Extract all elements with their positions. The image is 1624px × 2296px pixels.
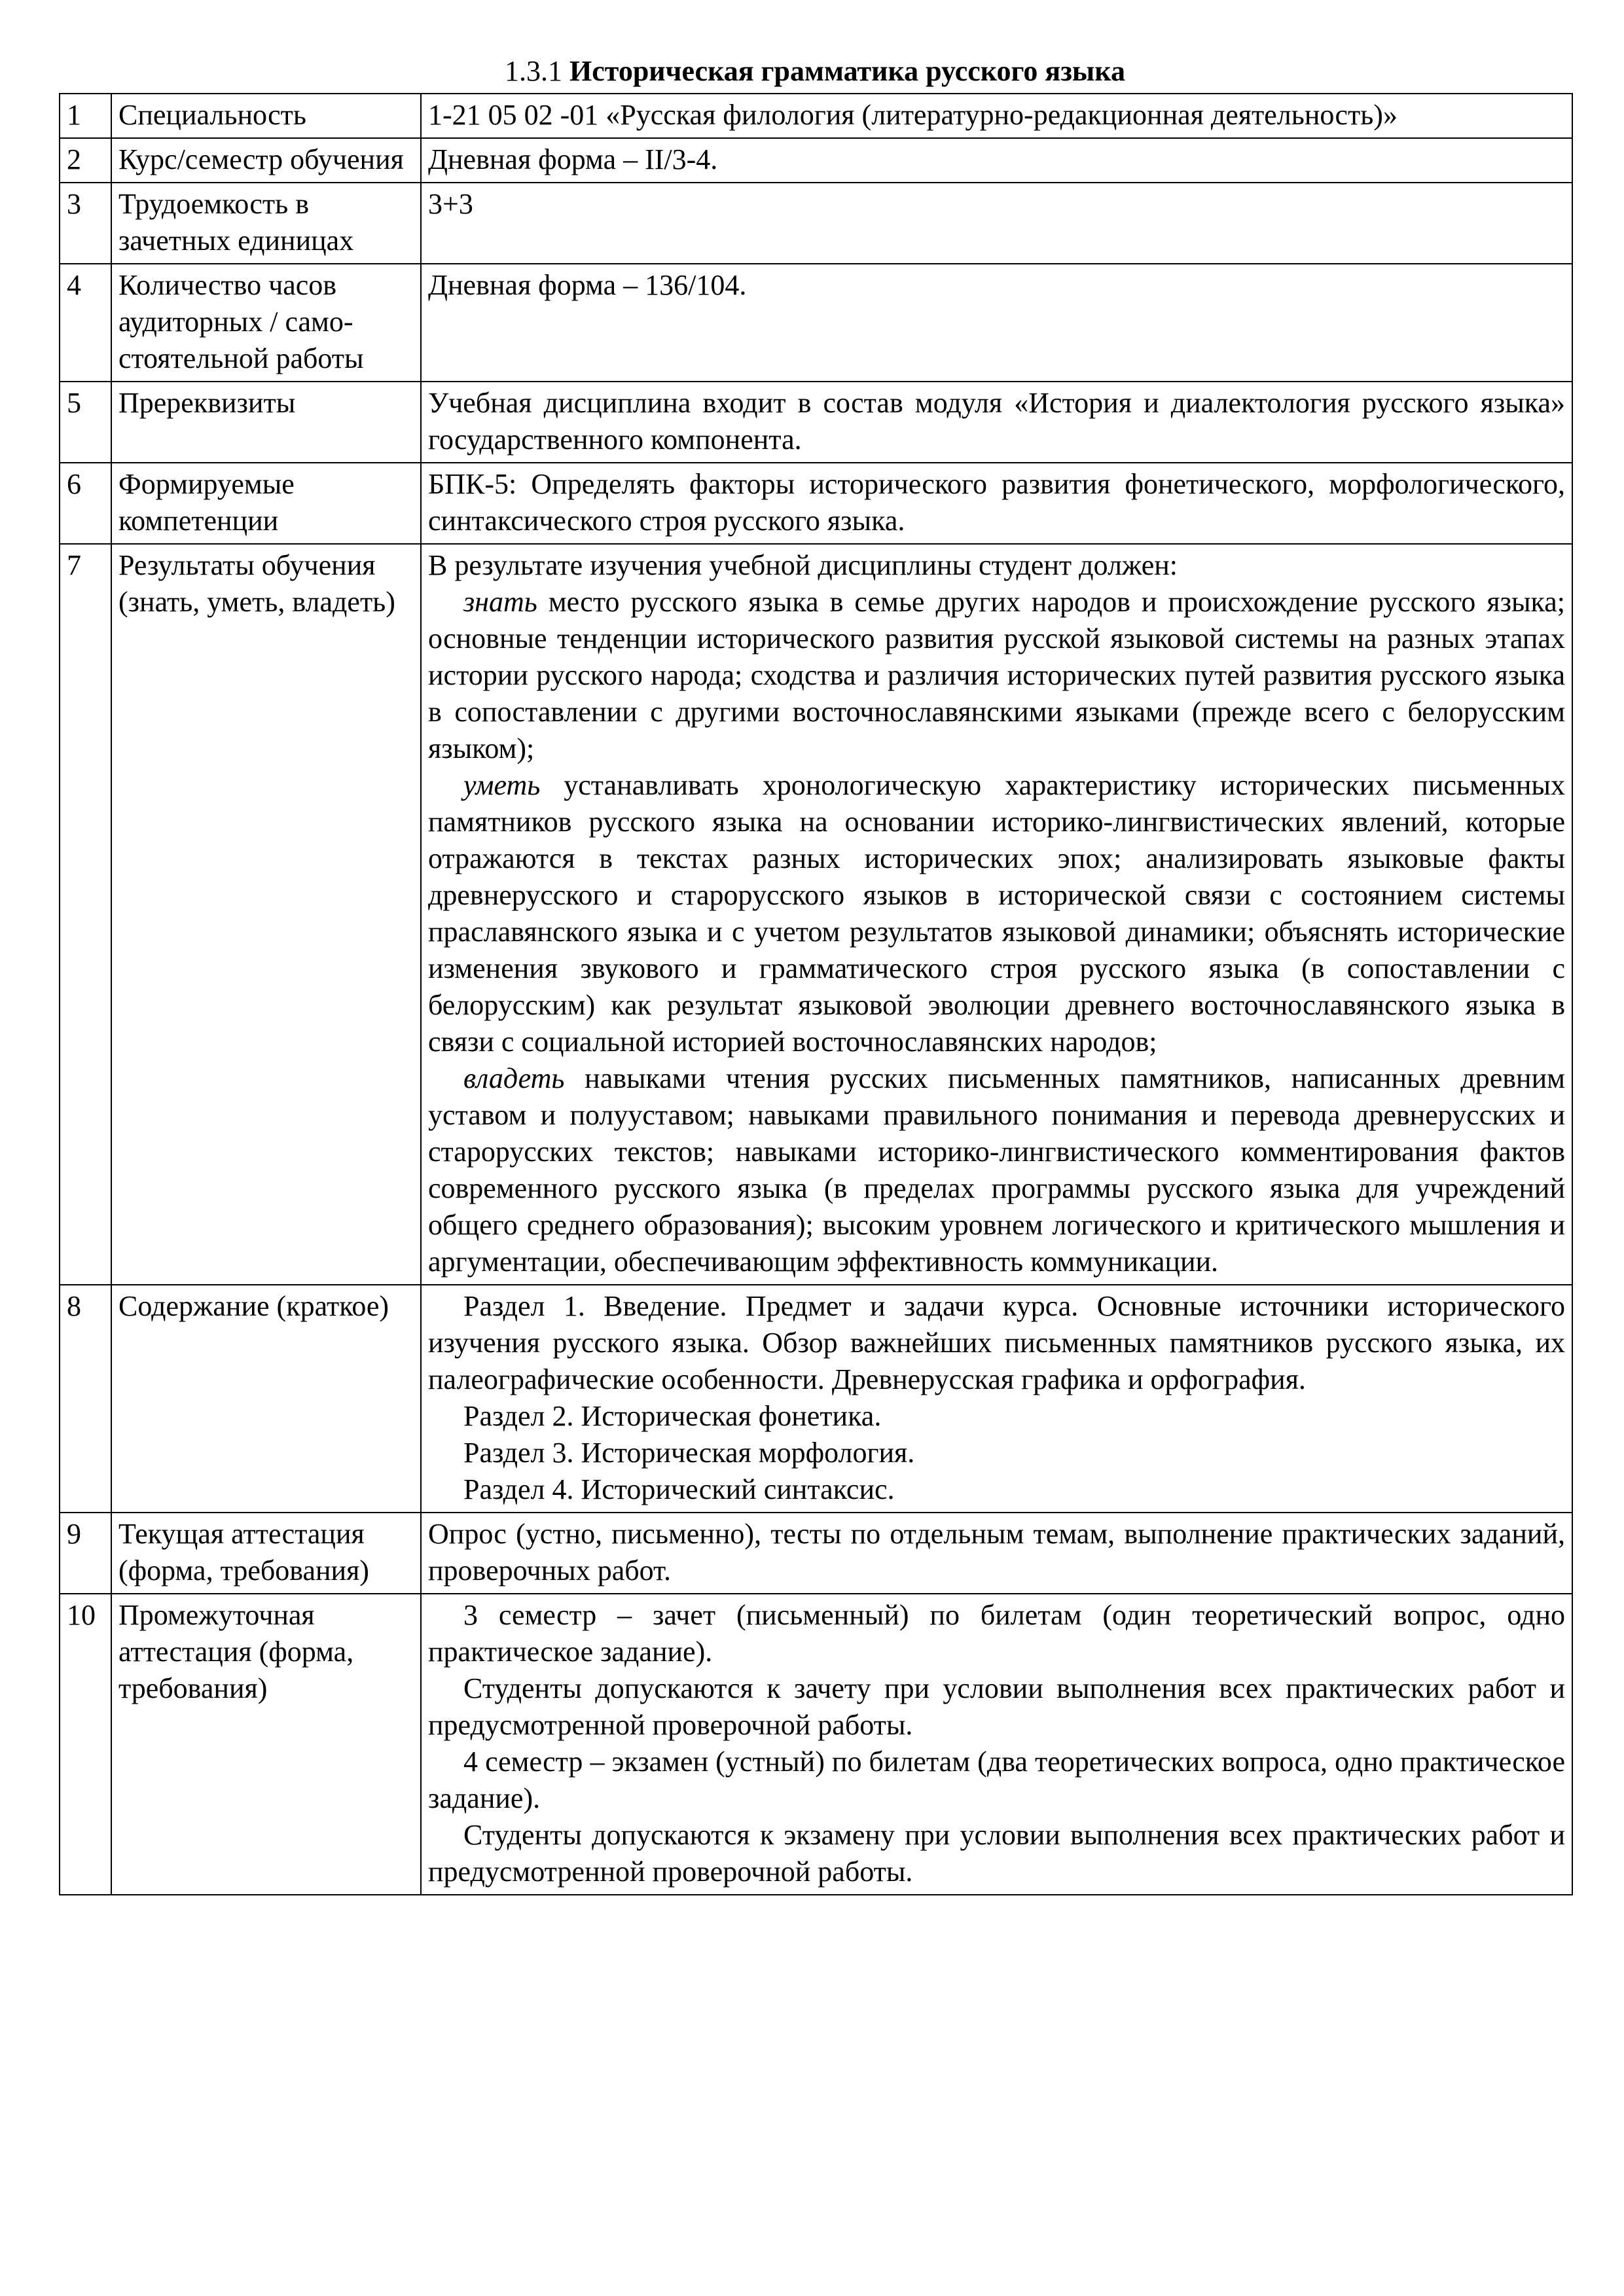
table-row (60, 264, 1572, 382)
table-row (60, 1285, 1572, 1513)
content-paragraph: 4 семестр – экзамен (устный) по билетам (два теоретических вопроса, одно практическое задание). (428, 1746, 1565, 1814)
content-paragraph: БПК-5: Определять факторы исторического развития фонетического, морфологического, синтаксического строя русского языка. (428, 468, 1565, 537)
heading-number: 1.3.1 (505, 55, 563, 87)
row-number: 1 (60, 94, 111, 138)
table-row (60, 1594, 1572, 1895)
table-row (60, 138, 1572, 183)
row-content (421, 382, 1572, 463)
row-number: 3 (60, 183, 111, 264)
heading-title: Историческая грамматика русского языка (569, 55, 1125, 87)
row-content (421, 264, 1572, 382)
content-paragraph: знать место русского языка в семье других народов и происхождение русского языка; основные тенденции исторического развития русской языковой системы на разных этапах истории русского народа; сходства и различия исторических путей развития русского языка в сопоставлении с другими восточнославянскими языками (прежде всего с белорусским языком); (428, 586, 1565, 764)
course-spec-table (59, 93, 1573, 1895)
content-paragraph: Учебная дисциплина входит в состав модуля «История и диалектология русского языка» государственного компонента. (428, 387, 1565, 456)
row-label: Текущая аттестация (форма, требования) (111, 1513, 421, 1594)
table-row (60, 183, 1572, 264)
row-content (421, 138, 1572, 183)
table-row (60, 463, 1572, 544)
emphasis-term: уметь (463, 769, 541, 801)
content-paragraph: Раздел 4. Исторический синтаксис. (463, 1473, 895, 1505)
row-number: 8 (60, 1285, 111, 1513)
row-content (421, 1513, 1572, 1594)
row-content (421, 183, 1572, 264)
row-label: Формируемые компетенции (111, 463, 421, 544)
row-label: Пререквизиты (111, 382, 421, 463)
row-number: 6 (60, 463, 111, 544)
table-row (60, 382, 1572, 463)
content-paragraph: Раздел 3. Историческая морфология. (463, 1437, 915, 1469)
content-paragraph: Дневная форма – 136/104. (428, 269, 747, 301)
content-paragraph: Дневная форма – II/3-4. (428, 143, 718, 175)
row-number: 2 (60, 138, 111, 183)
content-paragraph: Раздел 2. Историческая фонетика. (463, 1400, 882, 1432)
row-number: 5 (60, 382, 111, 463)
content-paragraph: 1-21 05 02 -01 «Русская филология (литературно-редакционная деятельность)» (428, 99, 1398, 131)
row-label: Трудоемкость в зачетных единицах (111, 183, 421, 264)
row-label: Результаты обучения (знать, уметь, владеть) (111, 544, 421, 1285)
content-paragraph: 3+3 (428, 188, 473, 220)
row-content (421, 544, 1572, 1285)
content-paragraph: Опрос (устно, письменно), тесты по отдельным темам, выполнение практических заданий, проверочных работ. (428, 1518, 1565, 1587)
content-paragraph: Студенты допускаются к экзамену при условии выполнения всех практических работ и предусмотренной проверочной работы. (428, 1819, 1565, 1888)
section-heading (59, 55, 1571, 88)
row-number: 7 (60, 544, 111, 1285)
row-label: Количество часов аудиторных / самостоятельной работы (111, 264, 421, 382)
content-paragraph: Раздел 1. Введение. Предмет и задачи курса. Основные источники исторического изучения русского языка. Обзор важнейших письменных памятников русского языка, их палеографические особенности. Древнерусская графика и орфография. (428, 1290, 1565, 1395)
emphasis-term: знать (463, 586, 537, 618)
content-paragraph: В результате изучения учебной дисциплины студент должен: (428, 549, 1178, 581)
row-label: Специальность (111, 94, 421, 138)
emphasis-term: владеть (463, 1062, 565, 1094)
row-number: 9 (60, 1513, 111, 1594)
row-number: 10 (60, 1594, 111, 1895)
row-label: Промежуточная аттестация (форма, требования) (111, 1594, 421, 1895)
row-content (421, 94, 1572, 138)
row-label: Курс/семестр обучения (111, 138, 421, 183)
table-row (60, 544, 1572, 1285)
row-number: 4 (60, 264, 111, 382)
row-content (421, 463, 1572, 544)
table-row (60, 94, 1572, 138)
row-label: Содержание (краткое) (111, 1285, 421, 1513)
content-paragraph: 3 семестр – зачет (письменный) по билетам (один теоретический вопрос, одно практическое задание). (428, 1599, 1565, 1668)
content-paragraph: владеть навыками чтения русских письменных памятников, написанных древним уставом и полууставом; навыками правильного понимания и перевода древнерусских и старорусских текстов; навыками историко-лингвистического комментирования фактов современного русского языка (в пределах программы русского языка для учреждений общего среднего образования); высоким уровнем логического и критического мышления и аргументации, обеспечивающим эффективность коммуникации. (428, 1062, 1565, 1278)
row-content (421, 1285, 1572, 1513)
row-content (421, 1594, 1572, 1895)
table-row (60, 1513, 1572, 1594)
content-paragraph: Студенты допускаются к зачету при условии выполнения всех практических работ и предусмотренной проверочной работы. (428, 1672, 1565, 1741)
content-paragraph: уметь устанавливать хронологическую характеристику исторических письменных памятников русского языка на основании историко-лингвистических явлений, которые отражаются в текстах разных исторических эпох; анализировать языковые факты древнерусского и старорусского языков в исторической связи с состоянием системы праславянского языка и с учетом результатов языковой динамики; объяснять исторические изменения звукового и грамматического строя русского языка (в сопоставлении с белорусским) как результат языковой эволюции древнего восточнославянского языка в связи с социальной историей восточнославянских народов; (428, 769, 1565, 1058)
